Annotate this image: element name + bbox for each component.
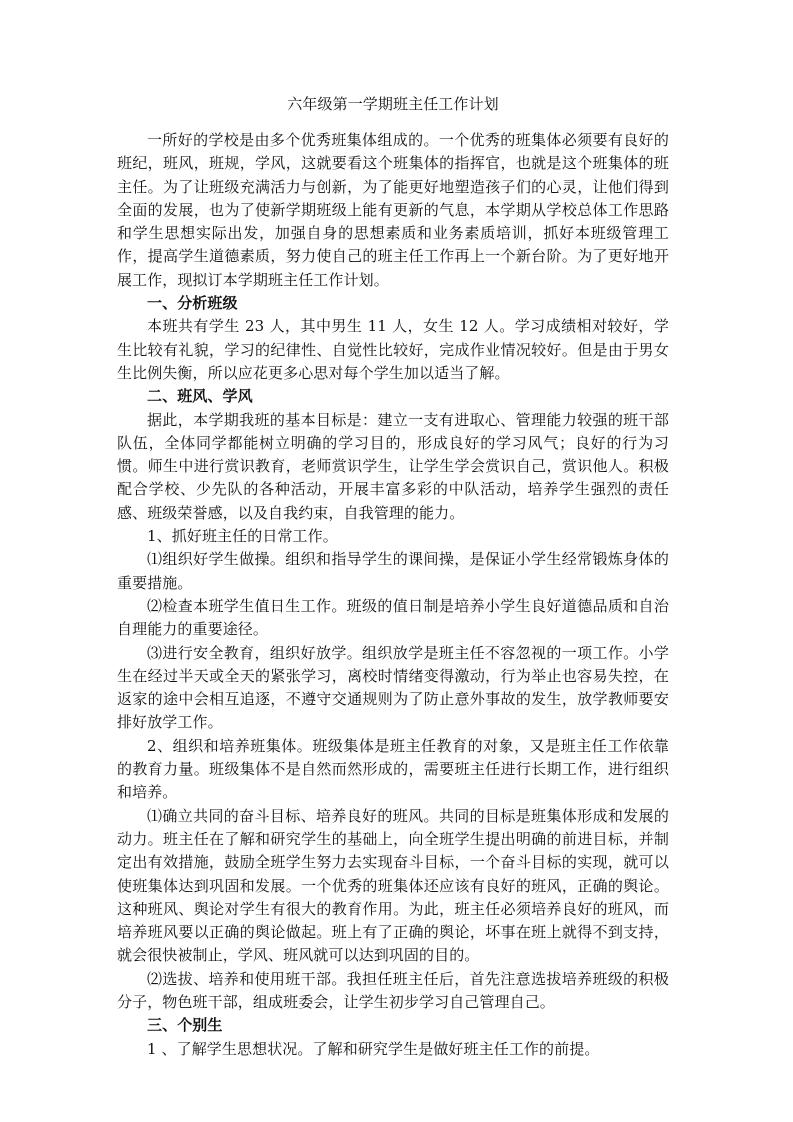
- item-organize-class-1: ⑴确立共同的奋斗目标、培养良好的班风。共同的目标是班集体形成和发展的动力。班主任在了解和研究学生的基础上，向全班学生提出明确的前进目标，并制定出有效措施，鼓励全班学生努力去实现奋斗目标，一个奋斗目标的实现，就可以使班集体达到巩固和发展。一个优秀的班集体还应该有良好的班风，正确的舆论。这种班风、舆论对学生有很大的教育作用。为此，班主任必须培养良好的班风，而培养班风要以正确的舆论做起。班上有了正确的舆论，坏事在班上就得不到支持，就会很快被制止，学风、班风就可以达到巩固的目的。: [117, 806, 669, 965]
- item-daily-work-1: ⑴组织好学生做操。组织和指导学生的课间操，是保证小学生经常锻炼身体的重要措施。: [117, 550, 669, 592]
- section-analysis-body: 本班共有学生 23 人，其中男生 11 人，女生 12 人。学习成绩相对较好，学生比较有礼貌，学习的纪律性、自觉性比较好，完成作业情况较好。但是由于男女生比例失衡，所以应花更多心思对每个学生加以适当了解。: [117, 317, 669, 382]
- item-daily-work-2: ⑵检查本班学生值日生工作。班级的值日制是培养小学生良好道德品质和自治自理能力的重要途径。: [117, 596, 669, 639]
- item-organize-class-2: ⑵选拔、培养和使用班干部。我担任班主任后，首先注意选拔培养班级的积极分子，物色班干部，组成班委会，让学生初步学习自己管理自己。: [117, 969, 669, 1011]
- document-body: [117, 93, 669, 1061]
- item-daily-work-3: ⑶进行安全教育，组织好放学。组织放学是班主任不容忽视的一项工作。小学生在经过半天或全天的紧张学习，离校时情绪变得激动，行为举止也容易失控，在返家的途中会相互追逐，不遵守交通规则为了防止意外事故的发生，放学教师要安排好放学工作。: [117, 643, 669, 732]
- item-organize-class: 2、组织和培养班集体。班级集体是班主任教育的对象，又是班主任工作依靠的教育力量。班级集体不是自然而然形成的，需要班主任进行长期工作，进行组织和培养。: [117, 736, 669, 802]
- item-daily-work: 1、抓好班主任的日常工作。: [147, 527, 338, 546]
- intro-paragraph: 一所好的学校是由多个优秀班集体组成的。一个优秀的班集体必须要有良好的班纪，班风，班规，学风，这就要看这个班集体的指挥官，也就是这个班集体的班主任。为了让班级充满活力与创新，为了能更好地塑造孩子们的心灵，让他们得到全面的发展，也为了使新学期班级上能有更新的气息，本学期从学校总体工作思路和学生思想实际出发，加强自身的思想素质和业务素质培训，抓好本班级管理工作，提高学生道德素质，努力使自己的班主任工作再上一个新台阶。为了更好地开展工作，现拟订本学期班主任工作计划。: [117, 131, 669, 289]
- section-heading-individual: 三、个别生: [147, 1016, 223, 1035]
- section-heading-analysis: 一、分析班级: [147, 294, 238, 313]
- page-title: 六年级第一学期班主任工作计划: [287, 95, 499, 113]
- section-heading-class-style: 二、班风、学风: [147, 387, 253, 406]
- item-individual-1: 1 、了解学生思想状况。了解和研究学生是做好班主任工作的前提。: [147, 1039, 600, 1058]
- section-class-style-body: 据此，本学期我班的基本目标是：建立一支有进取心、管理能力较强的班干部队伍，全体同学都能树立明确的学习目的，形成良好的学习风气；良好的行为习惯。师生中进行赏识教育，老师赏识学生，让学生学会赏识自己，赏识他人。积极配合学校、少先队的各种活动，开展丰富多彩的中队活动，培养学生强烈的责任感、班级荣誉感，以及自我约束，自我管理的能力。: [117, 410, 669, 522]
